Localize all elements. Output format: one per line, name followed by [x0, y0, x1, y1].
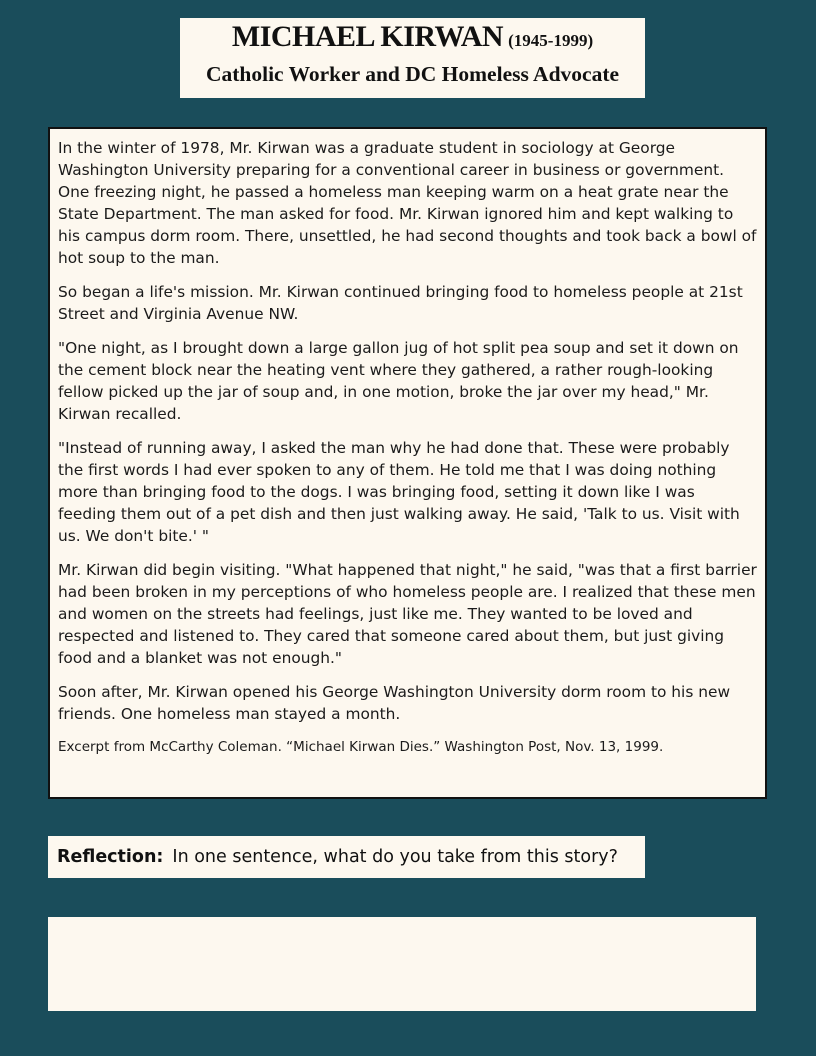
title-name: MICHAEL KIRWAN: [231, 20, 504, 53]
title-heading: [180, 20, 645, 58]
story-paragraph: So began a life's mission. Mr. Kirwan continued bringing food to homeless people at 21st Street and Virginia Avenue NW.: [58, 283, 743, 323]
story-paragraph: In the winter of 1978, Mr. Kirwan was a graduate student in sociology at George Washington University preparing for a conventional career in business or government. One freezing night, he passed a homeless man keeping warm on a heat grate near the State Department. The man asked for food. Mr. Kirwan ignored him and kept walking to his campus dorm room. There, unsettled, he had second thoughts and took back a bowl of hot soup to the man.: [58, 139, 757, 267]
title-card: [180, 18, 645, 98]
story-panel: [48, 127, 767, 799]
title-years: (1945-1999): [508, 31, 594, 50]
story-paragraph: Soon after, Mr. Kirwan opened his George Washington University dorm room to his new friends. One homeless man stayed a month.: [58, 683, 731, 723]
source-citation: Excerpt from McCarthy Coleman. “Michael Kirwan Dies.” Washington Post, Nov. 13, 1999.: [58, 739, 664, 755]
story-paragraph: Mr. Kirwan did begin visiting. "What happened that night," he said, "was that a first barrier had been broken in my perceptions of who homeless people are. I realized that these men and women on the streets had feelings, just like me. They wanted to be loved and respected and listened to. They cared that someone cared about them, but just giving food and a blanket was not enough.": [58, 561, 757, 667]
reflection-question: In one sentence, what do you take from this story?: [172, 847, 618, 867]
reflection-answer-field[interactable]: [48, 917, 756, 1011]
reflection-prompt: [48, 836, 645, 878]
story-paragraph: "Instead of running away, I asked the man why he had done that. These were probably the first words I had ever spoken to any of them. He told me that I was doing nothing more than bringing food to the dogs. I was bringing food, setting it down like I was feeding them out of a pet dish and then just walking away. He said, 'Talk to us. Visit with us. We don't bite.' ": [58, 439, 740, 545]
page-subtitle: Catholic Worker and DC Homeless Advocate: [205, 62, 620, 86]
story-paragraph: "One night, as I brought down a large gallon jug of hot split pea soup and set it down on the cement block near the heating vent where they gathered, a rather rough-looking fellow picked up the jar of soup and, in one motion, broke the jar over my head," Mr. Kirwan recalled.: [58, 339, 739, 423]
reflection-label: Reflection:: [57, 847, 164, 867]
